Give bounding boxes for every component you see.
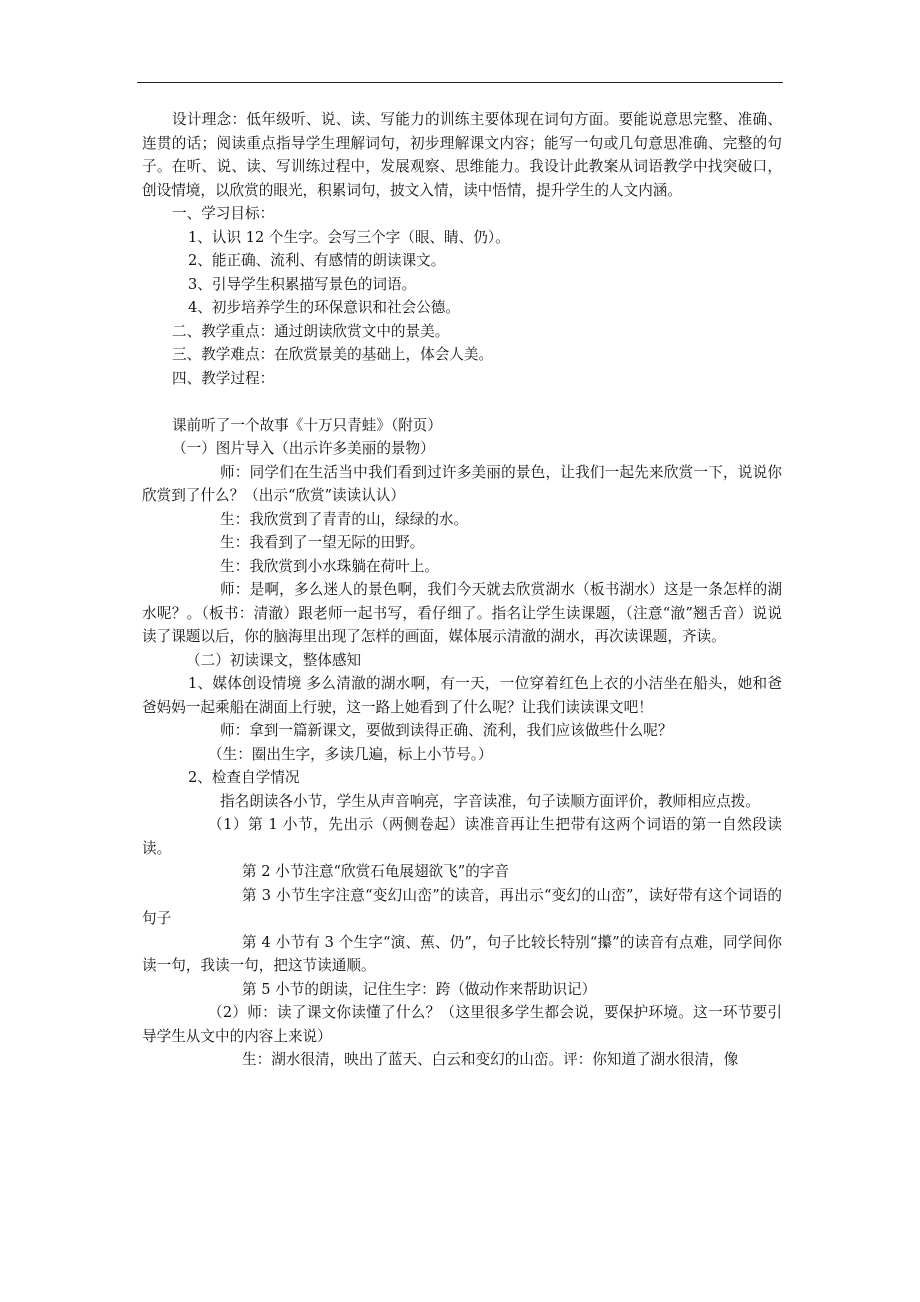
reading-step-2: （2）师：读了课文你读懂了什么？（这里很多学生都会说，要保护环境。这一环节要引导学生从文中的内容上来说） bbox=[142, 1004, 782, 1045]
section-heading-goals: 一、学习目标： bbox=[172, 205, 275, 222]
section-heading-difficulty: 三、教学难点：在欣赏景美的基础上，体会人美。 bbox=[172, 346, 494, 363]
subsection-picture-intro: （一）图片导入（出示许多美丽的景物） bbox=[172, 440, 435, 457]
teacher-line: 师：同学们在生活当中我们看到过许多美丽的景色，让我们一起先来欣赏一下，说说你欣赏到了什么？（出示“欣赏”读读认认） bbox=[142, 463, 782, 504]
goal-item-1: 1、认识 12 个生字。会写三个字（眼、睛、仍）。 bbox=[188, 228, 510, 246]
subsection-first-reading: （二）初读课文，整体感知 bbox=[186, 651, 362, 669]
self-study-check-text: 指名朗读各小节，学生从声音响亮，字音读准，句子读顺方面评价，教师相应点拨。 bbox=[220, 792, 760, 810]
header-rule bbox=[137, 82, 783, 83]
student-line: 生：湖水很清，映出了蓝天、白云和变幻的山峦。评：你知道了湖水很清，像 bbox=[242, 1051, 739, 1068]
reading-step-section-4: 第 4 小节有 3 个生字“演、蕉、仍”，句子比较长特别“攥”的读音有点难，同学间你读一句，我读一句，把这节读通顺。 bbox=[142, 933, 782, 974]
goal-item-2: 2、能正确、流利、有感情的朗读课文。 bbox=[188, 252, 446, 269]
design-concept-paragraph: 设计理念：低年级听、说、读、写能力的训练主要体现在词句方面。要能说意思完整、准确、连贯的话；阅读重点指导学生理解词句，初步理解课文内容；能写一句或几句意思准确、完整的句子。在听、说、读、写训练过程中，发展观察、思维能力。我设计此教案从词语教学中找突破口，创设情境，以欣赏的眼光，积累词句，披文入情，读中悟情，提升学生的人文内涵。 bbox=[142, 111, 782, 199]
goal-item-3: 3、引导学生积累描写景色的词语。 bbox=[188, 275, 417, 293]
student-line: 生：我看到了一望无际的田野。 bbox=[220, 534, 425, 551]
section-heading-key-point: 二、教学重点：通过朗读欣赏文中的景美。 bbox=[172, 322, 450, 340]
teacher-line: 师：拿到一篇新课文，要做到读得正确、流利，我们应该做些什么呢？ bbox=[220, 722, 673, 739]
reading-step-section-2: 第 2 小节注意“欣赏石龟展翅欲飞”的字音 bbox=[242, 863, 509, 880]
section-heading-process: 四、教学过程： bbox=[172, 369, 275, 387]
self-study-check-heading: 2、检查自学情况 bbox=[188, 769, 300, 786]
lesson-plan-body bbox=[142, 108, 782, 1072]
student-line: 生：我欣赏到了青青的山，绿绿的水。 bbox=[220, 510, 469, 528]
blank-line bbox=[142, 390, 782, 414]
reading-step-section-3: 第 3 小节生字注意“变幻山峦”的读音，再出示“变幻的山峦”，读好带有这个词语的句子 bbox=[142, 886, 782, 927]
student-line: 生：我欣赏到小水珠躺在荷叶上。 bbox=[220, 557, 439, 575]
pre-class-story: 课前听了一个故事《十万只青蛙》（附页） bbox=[172, 416, 442, 434]
teacher-line: 师：是啊，多么迷人的景色啊，我们今天就去欣赏湖水（板书湖水）这是一条怎样的湖水呢？。（板书：清澈）跟老师一起书写，看仔细了。指名让学生读课题，（注意“澈”翘舌音）说说读了课题以后，你的脑海里出现了怎样的画面，媒体展示清澈的湖水，再次读课题，齐读。 bbox=[142, 581, 782, 645]
reading-step-section-5: 第 5 小节的朗读，记住生字：跨（做动作来帮助识记） bbox=[242, 980, 597, 998]
goal-item-4: 4、初步培养学生的环保意识和社会公德。 bbox=[188, 299, 460, 316]
media-scenario: 1、媒体创设情境 多么清澈的湖水啊，有一天，一位穿着红色上衣的小洁坐在船头，她和爸爸妈妈一起乘船在湖面上行驶，这一路上她看到了什么呢？让我们读读课文吧！ bbox=[142, 675, 782, 716]
student-line: （生：圈出生字，多读几遍，标上小节号。） bbox=[208, 745, 493, 763]
reading-step-1: （1）第 1 小节，先出示（两侧卷起）读准音再让生把带有这两个词语的第一自然段读读。 bbox=[142, 816, 782, 857]
